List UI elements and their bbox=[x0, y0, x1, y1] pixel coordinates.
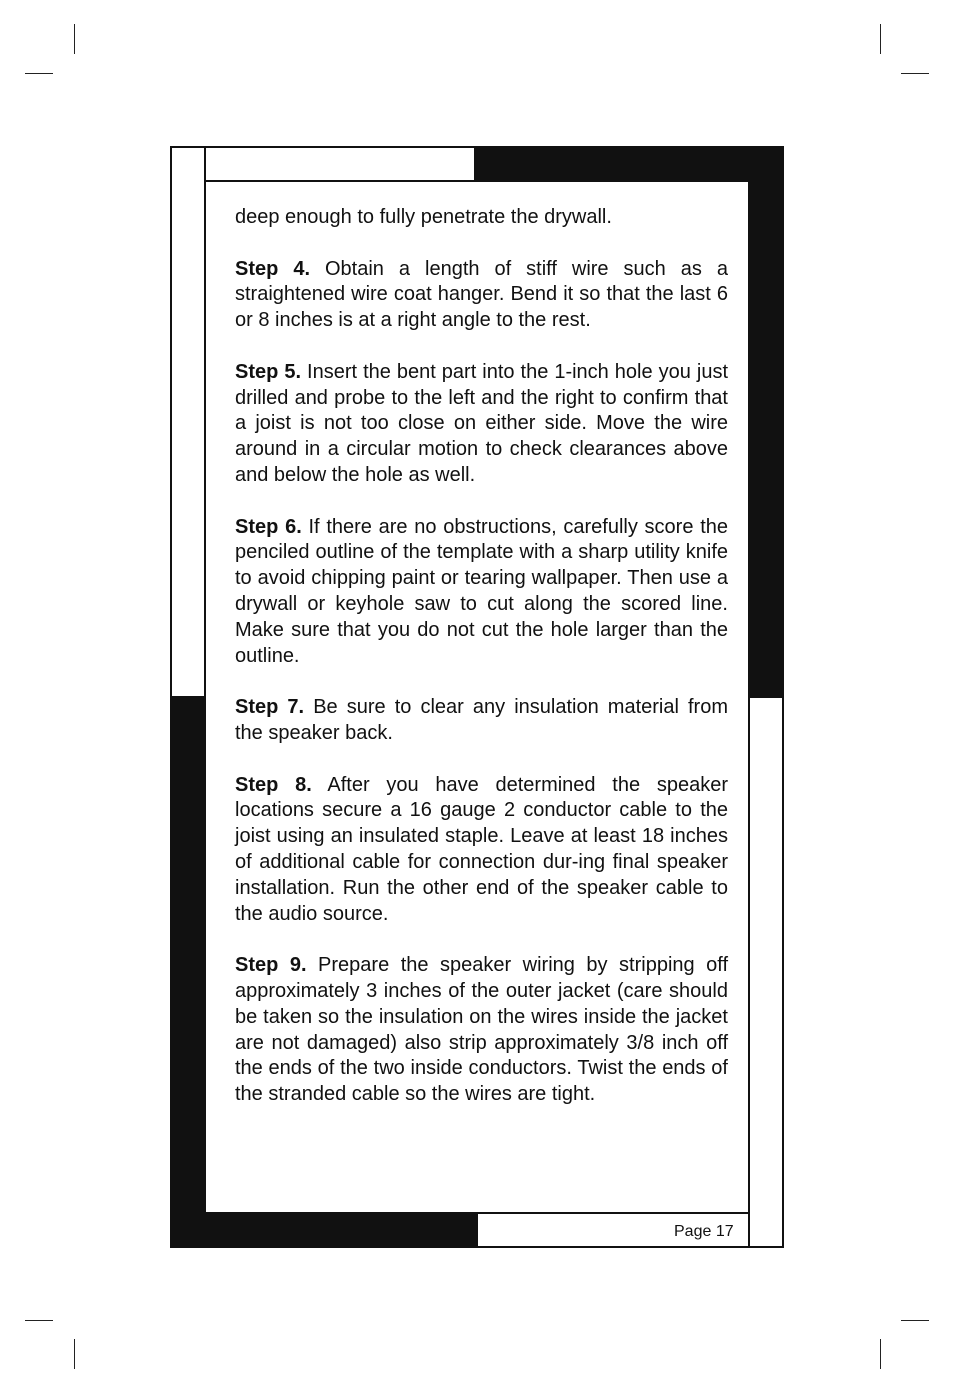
paragraph-text: After you have determined the speaker locations secure a 16 gauge 2 conductor cable to the joist using an insulated staple. Leave at least 18 inches of additional cable for connection dur-ing final speaker installation. Run the other end of the speaker cable to the audio source. bbox=[235, 773, 728, 925]
document-body bbox=[235, 205, 728, 1134]
paragraph-text: deep enough to fully penetrate the drywall. bbox=[235, 206, 612, 228]
paragraph-text: If there are no obstructions, carefully score the penciled outline of the template with a sharp utility knife to avoid chipping paint or tearing wallpaper. Then use a drywall or keyhole saw to cut along the scored line. Make sure that you do not cut the hole larger than the outline. bbox=[235, 515, 728, 667]
step-label: Step 5. bbox=[235, 360, 302, 383]
frame-left-strip bbox=[170, 146, 206, 698]
step-label: Step 7. bbox=[235, 696, 305, 719]
paragraph-text: Prepare the speaker wiring by stripping off approximately 3 inches of the outer jacket (care should be taken so the insulation on the wires inside the jacket are not damaged) also strip approximately 3/8 inch off the ends of the two inside conductors. Twist the ends of the stranded cable so the wires are tight. bbox=[235, 954, 729, 1106]
crop-mark-bottom-left-vertical bbox=[74, 1339, 75, 1369]
crop-mark-bottom-right-vertical bbox=[880, 1339, 881, 1369]
page-number: Page 17 bbox=[674, 1223, 734, 1240]
crop-mark-bottom-left-horizontal bbox=[25, 1320, 53, 1321]
paragraph-text: Be sure to clear any insulation material from the speaker back. bbox=[235, 696, 728, 744]
paragraph-step-5 bbox=[235, 360, 728, 489]
crop-mark-bottom-right-horizontal bbox=[901, 1320, 929, 1321]
frame-right-strip bbox=[748, 696, 784, 1248]
crop-mark-top-right-vertical bbox=[880, 24, 881, 54]
crop-mark-top-left-vertical bbox=[74, 24, 75, 54]
paragraph-continuation bbox=[235, 205, 728, 231]
step-label: Step 8. bbox=[235, 773, 312, 796]
step-label: Step 6. bbox=[235, 515, 302, 538]
crop-mark-top-left-horizontal bbox=[25, 73, 53, 74]
paragraph-text: Obtain a length of stiff wire such as a straightened wire coat hanger. Bend it so that the last 6 or 8 inches is at a right angle to the rest. bbox=[235, 257, 729, 332]
paragraph-step-8 bbox=[235, 773, 728, 928]
step-label: Step 9. bbox=[235, 954, 307, 977]
paragraph-step-6 bbox=[235, 515, 728, 670]
frame-top-tab bbox=[204, 146, 476, 182]
crop-mark-top-right-horizontal bbox=[901, 73, 929, 74]
paragraph-text: Insert the bent part into the 1-inch hole you just drilled and probe to the left and the right to confirm that a joist is not too close on either side. Move the wire around in a circular motion to check clearances above and below the hole as well. bbox=[235, 360, 728, 486]
step-label: Step 4. bbox=[235, 257, 311, 280]
paragraph-step-4 bbox=[235, 257, 728, 334]
paragraph-step-7 bbox=[235, 695, 728, 747]
paragraph-step-9 bbox=[235, 953, 728, 1108]
